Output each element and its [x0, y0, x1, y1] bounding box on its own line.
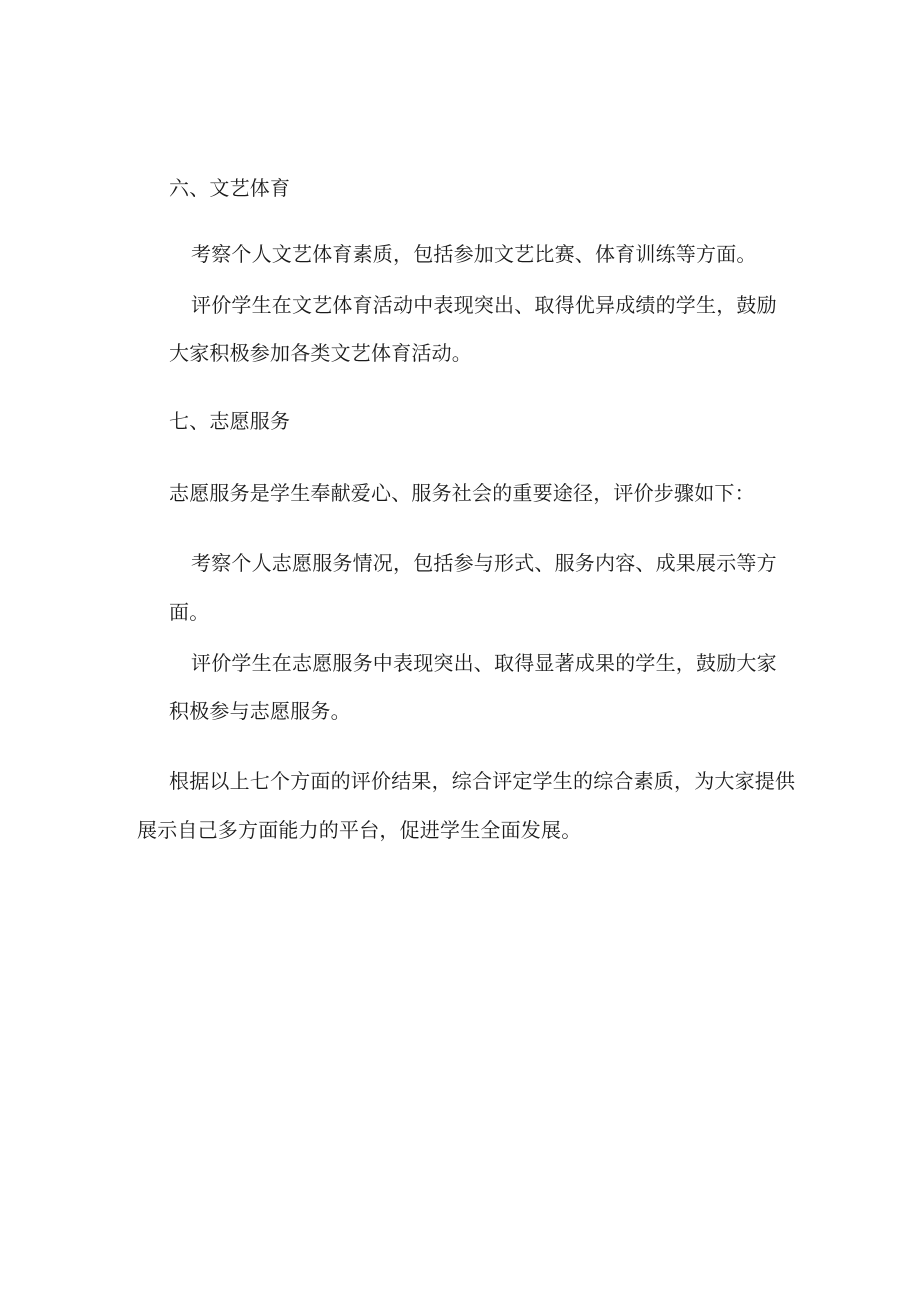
paragraph-arts-sports-assessment: 考察个人文艺体育素质，包括参加文艺比赛、体育训练等方面。 [191, 242, 757, 266]
paragraph-volunteer-intro: 志愿服务是学生奉献爱心、服务社会的重要途径，评价步骤如下： [169, 481, 755, 505]
section-heading-volunteer-service: 七、志愿服务 [169, 409, 291, 433]
paragraph-volunteer-assessment-line2: 面。 [169, 600, 210, 624]
paragraph-volunteer-evaluation-line2: 积极参与志愿服务。 [169, 699, 351, 723]
section-heading-arts-sports: 六、文艺体育 [169, 176, 291, 200]
paragraph-conclusion-line1: 根据以上七个方面的评价结果，综合评定学生的综合素质，为大家提供 [169, 769, 796, 793]
paragraph-arts-sports-evaluation-line2: 大家积极参加各类文艺体育活动。 [169, 341, 472, 365]
paragraph-volunteer-assessment-line1: 考察个人志愿服务情况，包括参与形式、服务内容、成果展示等方 [191, 551, 777, 575]
paragraph-conclusion-line2: 展示自己多方面能力的平台，促进学生全面发展。 [137, 818, 582, 842]
paragraph-volunteer-evaluation-line1: 评价学生在志愿服务中表现突出、取得显著成果的学生，鼓励大家 [191, 651, 777, 675]
paragraph-arts-sports-evaluation-line1: 评价学生在文艺体育活动中表现突出、取得优异成绩的学生，鼓励 [191, 293, 777, 317]
